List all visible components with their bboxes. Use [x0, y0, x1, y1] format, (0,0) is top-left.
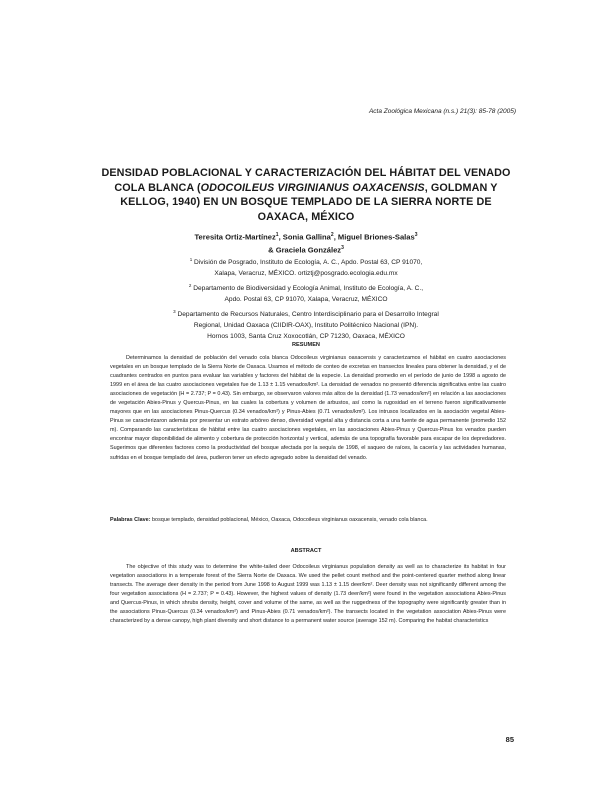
resumen-heading: RESUMEN: [292, 342, 320, 348]
author-2: Sonia Gallina: [282, 232, 331, 242]
affiliations: [96, 254, 516, 343]
author-3-affiliation: 3: [414, 232, 418, 238]
resumen-body: Determinamos la densidad de población del venado cola blanca Odocoileus virginianus oaxacensis y caracterizamos el hábitat en cuatro asociaciones vegetales en un bosque templado de la Sierra Norte de Oaxaca. Usamos el método de conteo de excretas en transectos lineales para obtener la densidad, y el de cuadrantes centrados en puntos para evaluar las variables y factores del hábitat de la especie. La densidad promedio en el período de junio de 1998 a agosto de 1999 en el área de las cuatro asociaciones vegetales fue de 1.13 ± 1.15 venados/km². La densidad de venados no presentó diferencia significativa entre las cuatro asociaciones de vegetación (H = 2.737; P = 0.43). Sin embargo, se observaron valores más altos de la densidad (1.73 venados/km²) en relación a las asociaciones de vegetación Abies-Pinus y Quercus-Pinus, en las cuales la cobertura y volumen de arbustos, así como la rugosidad en el terreno fueron significativamente mayores que en las asociaciones Pinus-Quercus (0.34 venados/km²) y Pinus-Abies (0.71 venados/km²). Los intrusos localizados en la asociación vegetal Abies-Pinus se caracterizaron además por presentar un estrato arbóreo denso, diversidad vegetal alta y distancia corta a una fuente de agua permanente (promedio 152 m). Comparando las características de hábitat entre las cuatro asociaciones vegetales, en las asociaciones Abies-Pinus y Quercus-Pinus los venados pueden encontrar mayor disponibilidad de alimento y cobertura de protección horizontal y vertical, además de una topografía favorable para escapar de los depredadores. Sugerimos que diferentes factores como la productividad del bosque afectada por la sequía de 1998, el saqueo de raíces, la cacería y las actividades humanas, sufridas en el bosque templado del área, pudieron tener un efecto agregado sobre la densidad del venado.: [110, 355, 506, 461]
author-4: Graciela González: [275, 245, 342, 255]
keywords-list: bosque templado, densidad poblacional, México, Oaxaca, Odocoileus virginianus oaxacensis, venado cola blanca.: [150, 517, 428, 523]
affiliation-2-line-1: Departamento de Biodiversidad y Ecología Animal, Instituto de Ecología, A. C.,: [191, 284, 424, 292]
affiliation-3-line-3: Hornos 1003, Santa Cruz Xoxocotlán, CP 71230, Oaxaca, MÉXICO: [207, 333, 405, 341]
abstract-body: The objective of this study was to determine the white-tailed deer Odocoileus virginianus population density as well as to characterize its habitat in four vegetation associations in a temperate forest of the Sierra Norte de Oaxaca. We used the pellet count method and the point-centered quarter method along linear transects. The average deer density in the period from June 1998 to August 1999 was 1.13 ± 1.15 deer/km². Deer density was not significantly different among the four vegetation associations (H = 2.737; P = 0.43). However, the highest values of density (1.73 deer/km²) were found in the vegetation associations Abies-Pinus and Quercus-Pinus, in which shrubs density, height, cover and volume of the same, as well as the ruggedness of the topography were significantly greater than in the associations Pinus-Quercus (0.34 venados/km²) and Pinus-Abies (0.71 venados/km²). The transects located in the vegetation association Abies-Pinus were characterized by a dense canopy, high plant diversity and short distance to a permanent water source (average 152 m). Comparing the habitat characteristics: [110, 564, 506, 625]
author-list: [96, 230, 516, 256]
article-title: [96, 166, 516, 224]
author-4-affiliation: 3: [341, 245, 344, 252]
affiliation-1: [96, 254, 516, 280]
affiliation-2-line-2: Apdo. Postal 63, CP 91070, Xalapa, Veracruz, MÉXICO: [224, 296, 388, 304]
keywords-label: Palabras Clave:: [110, 517, 151, 523]
author-2-affiliation: 2: [330, 232, 334, 238]
title-species: ODOCOILEUS VIRGINIANUS OAXACENSIS: [200, 181, 425, 194]
affiliation-1-line-1: División de Posgrado, Instituto de Ecología, A. C., Apdo. Postal 63, CP 91070,: [192, 259, 423, 267]
title-part1: DENSIDAD POBLACIONAL Y CARACTERIZACIÓN DEL HÁBITAT DEL VENADO COLA BLANCA (: [101, 167, 511, 194]
affiliation-1-number: 1: [189, 257, 193, 262]
author-separator: ,: [278, 232, 283, 242]
affiliation-3-line-1: Departamento de Recursos Naturales, Centro Interdisciplinario para el Desarrollo Integral: [175, 310, 439, 318]
affiliation-2: [96, 280, 516, 306]
author-3: Miguel Briones-Salas: [337, 232, 415, 242]
affiliation-2-number: 2: [188, 282, 192, 288]
abstract-heading: ABSTRACT: [290, 548, 322, 554]
keywords: [110, 516, 506, 525]
author-1-affiliation: 1: [275, 232, 279, 238]
affiliation-1-line-2: Xalapa, Veracruz, MÉXICO. ortiztj@posgrado.ecologia.edu.mx: [214, 270, 398, 278]
affiliation-3-line-2: Regional, Unidad Oaxaca (CIIDIR-OAX), Instituto Politécnico Nacional (IPN).: [193, 322, 419, 330]
author-separator: &: [268, 245, 276, 255]
page-number: 85: [505, 735, 514, 744]
affiliation-3: [96, 306, 516, 343]
author-separator: ,: [333, 232, 338, 242]
journal-citation: Acta Zoológica Mexicana (n.s.) 21(3): 85-78 (2005): [368, 108, 516, 115]
affiliation-3-number: 3: [173, 308, 176, 314]
title-part2: , GOLDMAN Y KELLOG, 1940) EN UN BOSQUE TEMPLADO DE LA SIERRA NORTE DE OAXACA, MÉXICO: [120, 181, 498, 223]
author-1: Teresita Ortiz-Martínez: [194, 232, 276, 242]
